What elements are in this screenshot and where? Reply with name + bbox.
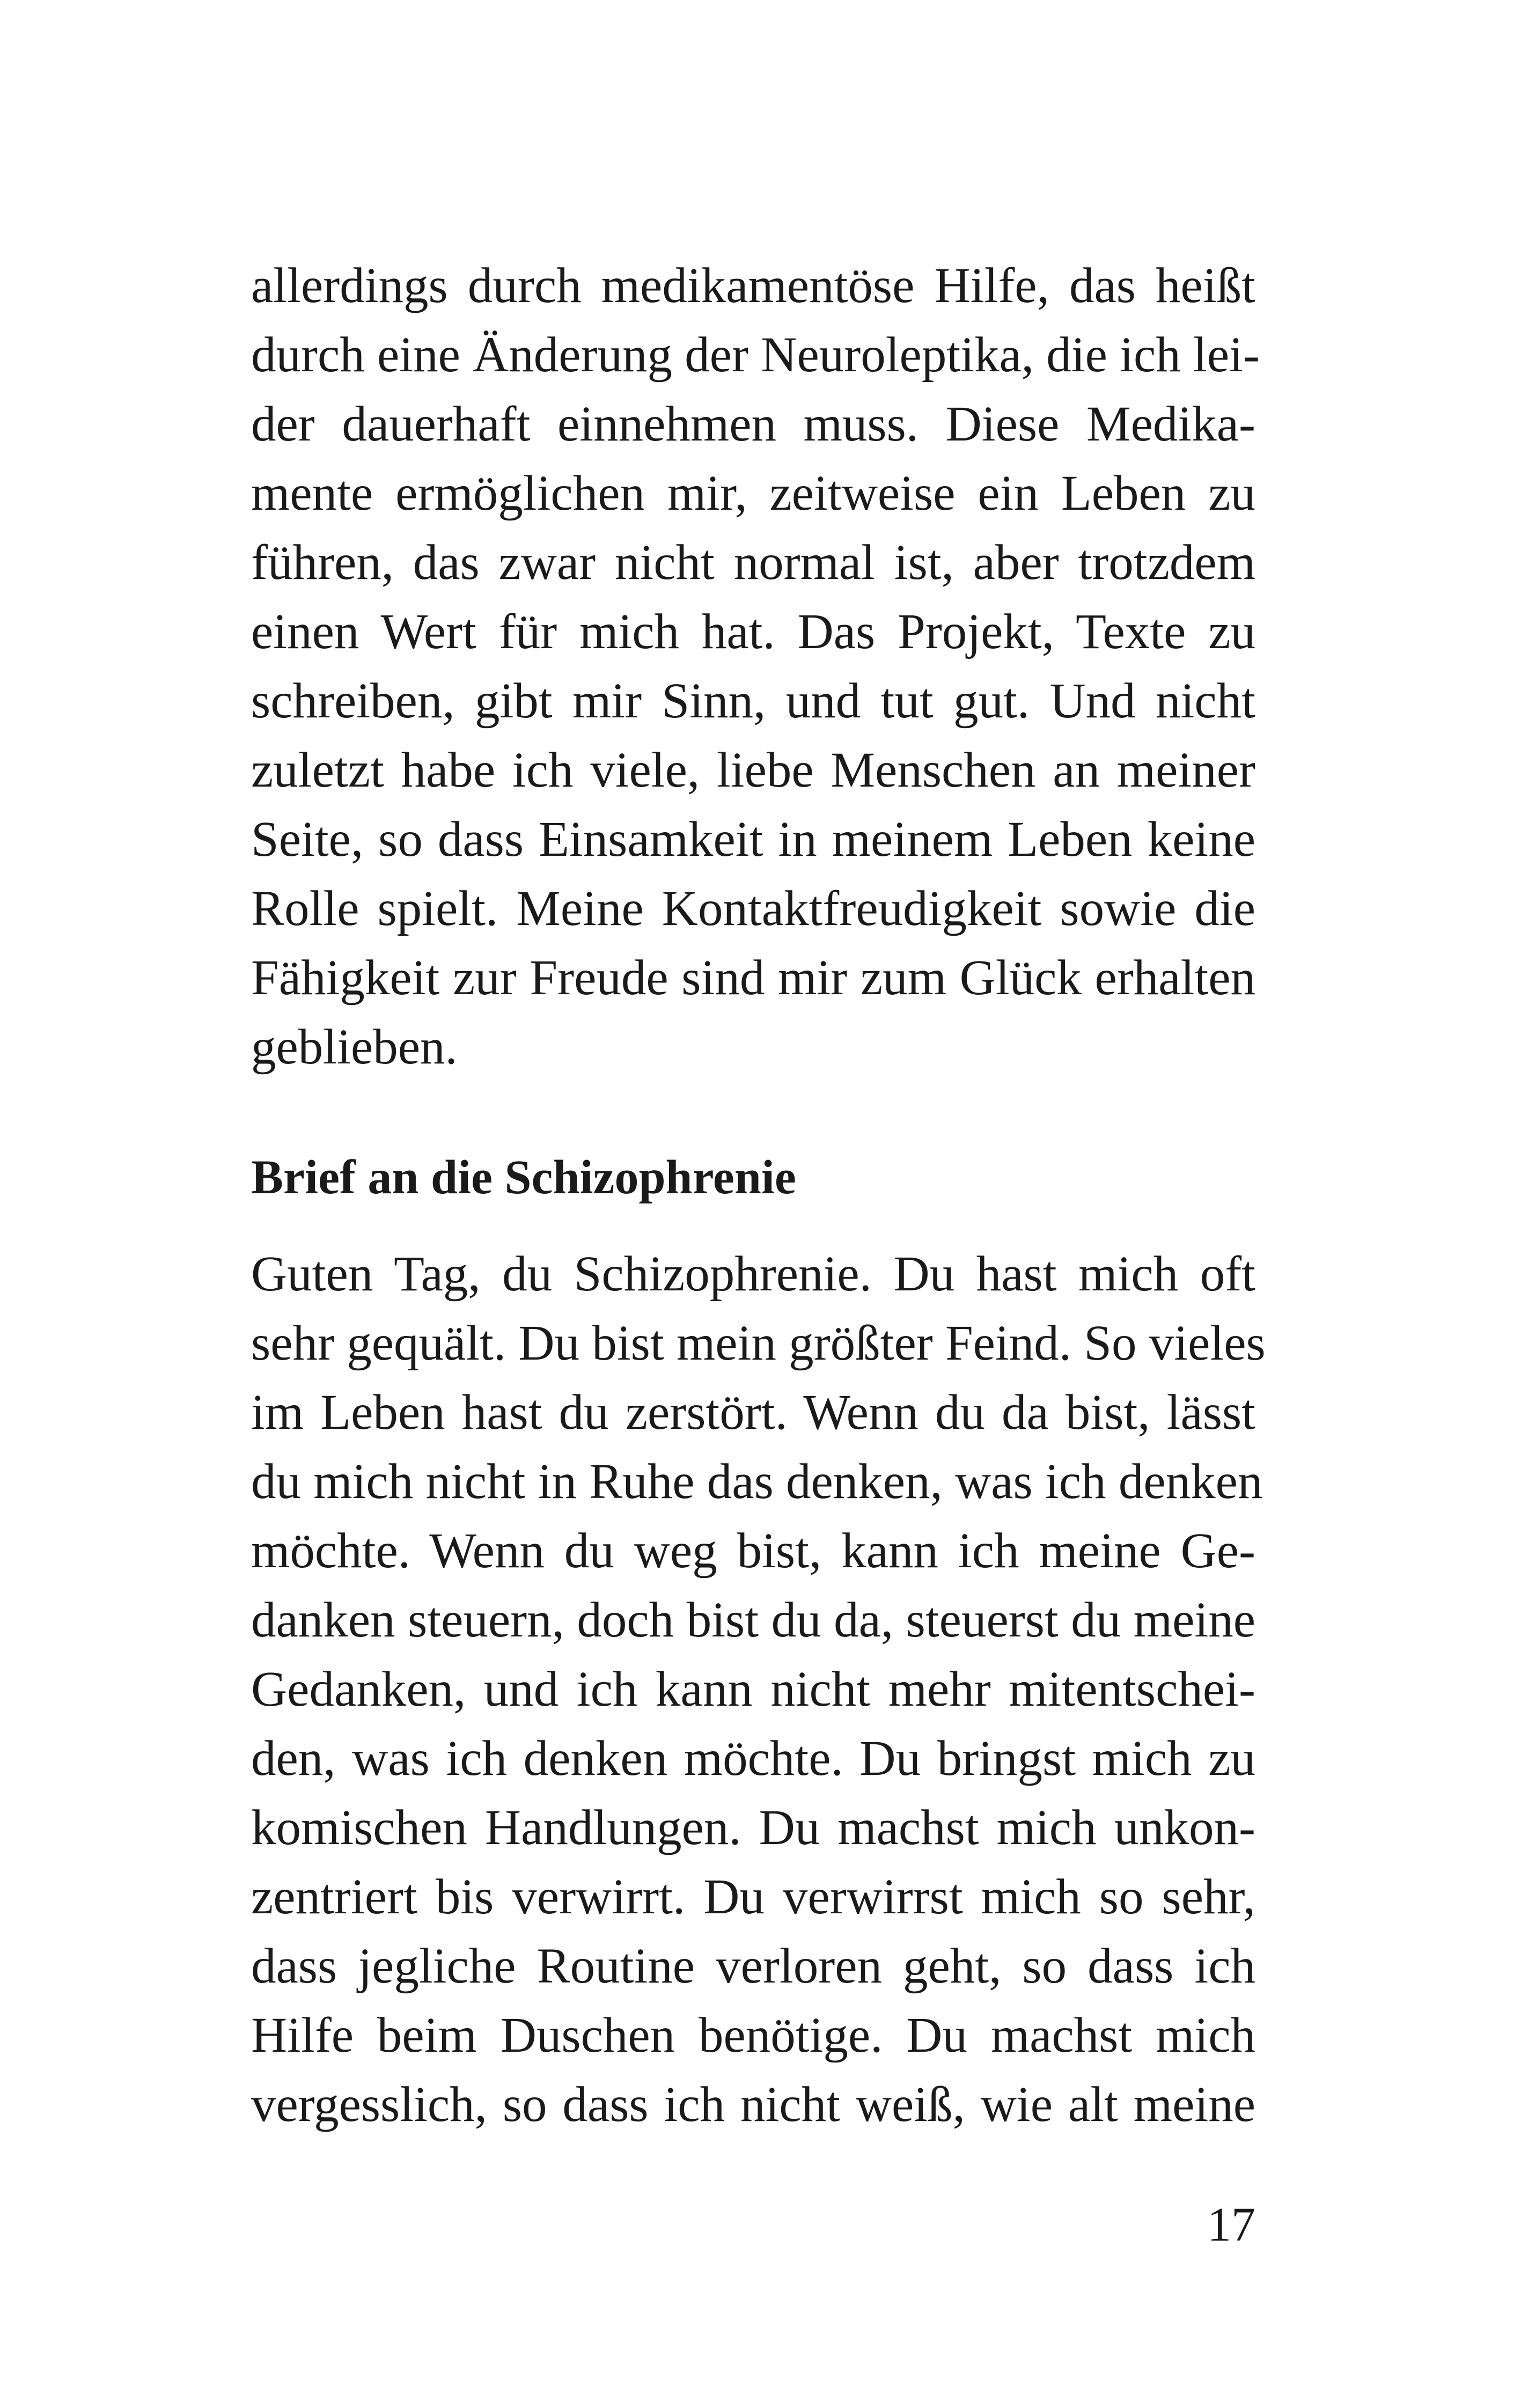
paragraph-letter	[251, 1239, 1266, 2139]
text-line: möchte. Wenn du weg bist, kann ich meine Ge-	[251, 1523, 1255, 1579]
text-line: durch eine Änderung der Neuroleptika, die ich lei-	[251, 327, 1260, 383]
paragraph-intro	[251, 251, 1260, 1082]
text-line: Gedanken, und ich kann nicht mehr mitentschei-	[251, 1662, 1255, 1717]
text-line: den, was ich denken möchte. Du bringst mich zu	[251, 1731, 1255, 1786]
text-line: der dauerhaft einnehmen muss. Diese Medika-	[251, 397, 1255, 452]
text-line: dass jegliche Routine verloren geht, so dass ich	[251, 1939, 1255, 1994]
text-line: danken steuern, doch bist du da, steuerst du meine	[251, 1592, 1255, 1648]
text-line: geblieben.	[251, 1019, 458, 1075]
text-line: führen, das zwar nicht normal ist, aber trotzdem	[251, 535, 1255, 590]
text-line: Guten Tag, du Schizophrenie. Du hast mich oft	[251, 1246, 1255, 1302]
page-number: 17	[1207, 2198, 1255, 2251]
text-line: Hilfe beim Duschen benötige. Du machst mich	[251, 2008, 1255, 2063]
text-line: Fähigkeit zur Freude sind mir zum Glück erhalten	[251, 950, 1255, 1005]
text-line: komischen Handlungen. Du machst mich unkon-	[251, 1800, 1255, 1855]
text-line: sehr gequält. Du bist mein größter Feind. So vieles	[251, 1316, 1266, 1371]
text-line: Seite, so dass Einsamkeit in meinem Leben keine	[251, 812, 1255, 867]
text-line: zuletzt habe ich viele, liebe Menschen an meiner	[251, 743, 1255, 798]
text-line: vergesslich, so dass ich nicht weiß, wie alt meine	[251, 2077, 1255, 2132]
text-line: Rolle spielt. Meine Kontaktfreudigkeit sowie die	[251, 881, 1255, 936]
text-line: mente ermöglichen mir, zeitweise ein Leben zu	[251, 466, 1255, 521]
text-line: einen Wert für mich hat. Das Projekt, Texte zu	[251, 604, 1255, 659]
text-line: allerdings durch medikamentöse Hilfe, das heißt	[251, 258, 1255, 313]
text-line: du mich nicht in Ruhe das denken, was ich denken	[251, 1454, 1263, 1509]
section-heading: Brief an die Schizophrenie	[251, 1151, 796, 1204]
text-line: zentriert bis verwirrt. Du verwirrst mich so sehr,	[251, 1869, 1255, 1925]
text-line: schreiben, gibt mir Sinn, und tut gut. Und nicht	[251, 673, 1255, 729]
text-line: im Leben hast du zerstört. Wenn du da bist, lässt	[251, 1385, 1255, 1440]
